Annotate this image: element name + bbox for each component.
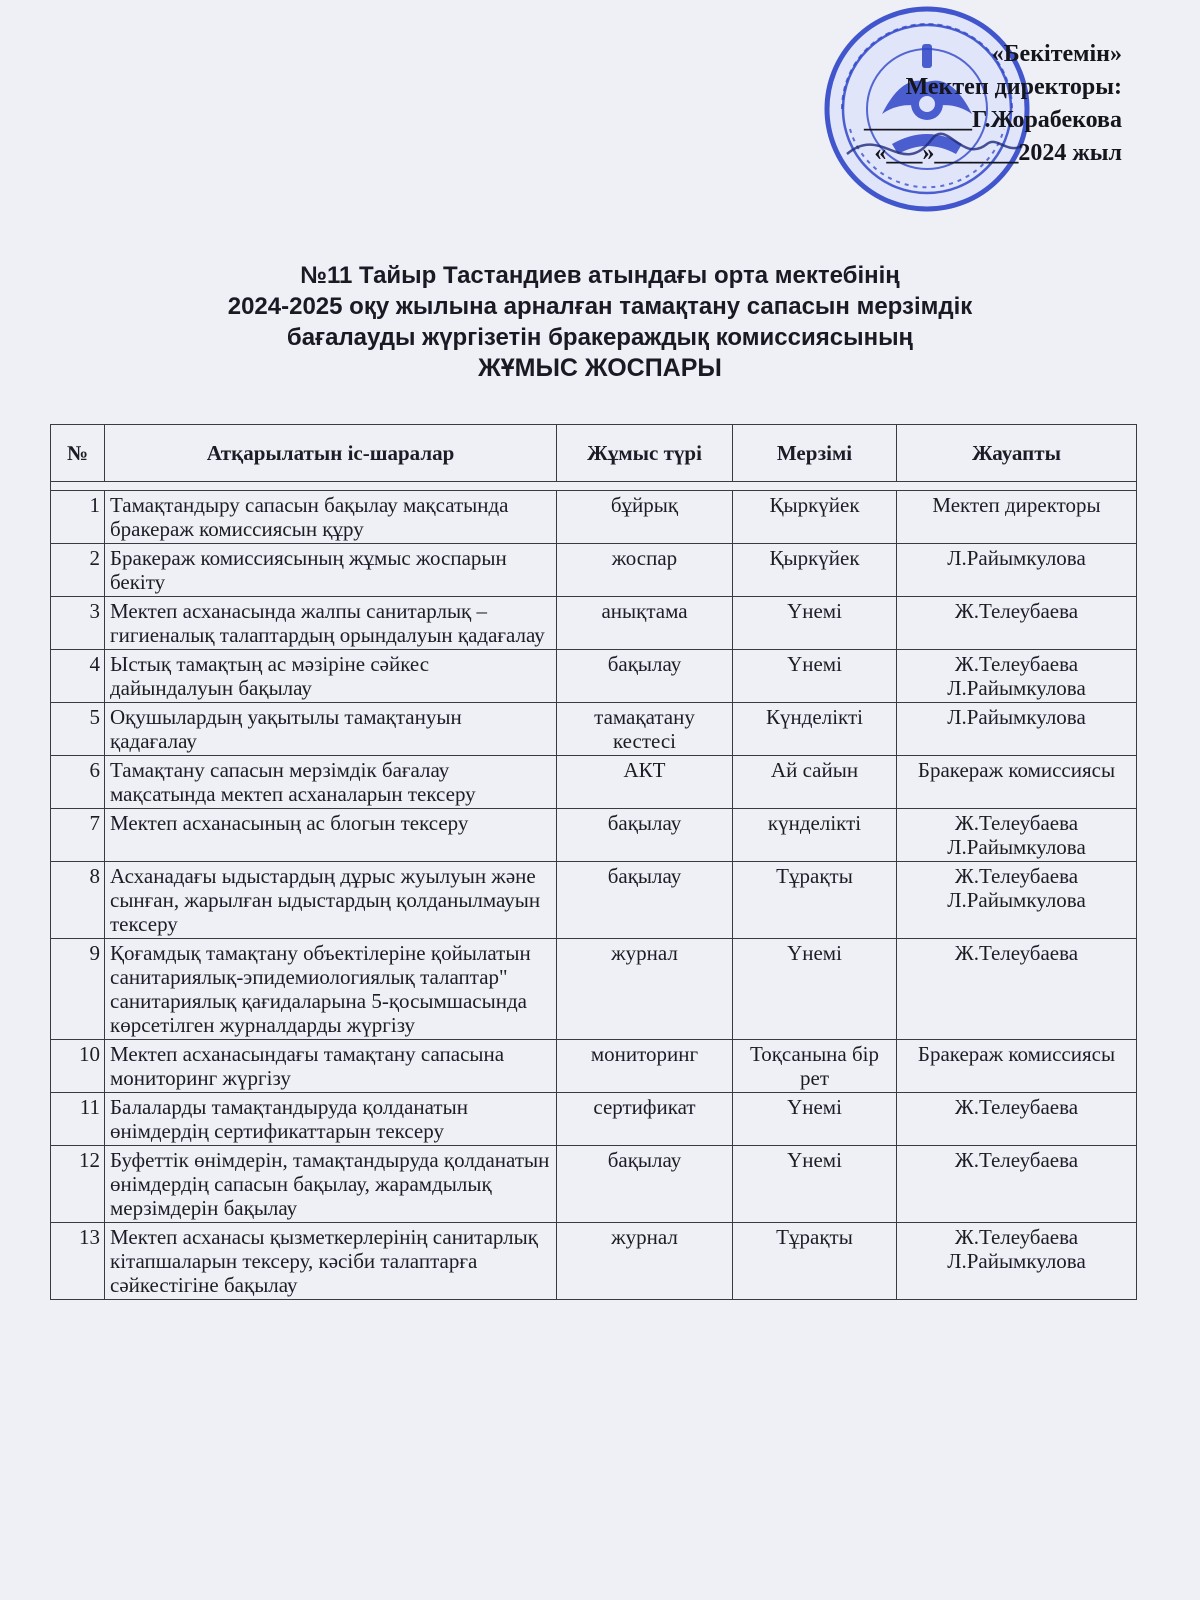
table-row [51, 1093, 1137, 1146]
row-num: 5 [51, 703, 105, 756]
responsible-2: Л.Райымкулова [947, 1249, 1086, 1273]
row-type: анықтама [557, 597, 733, 650]
row-activity: Буфеттік өнімдерін, тамақтандыруда қолданатын өнімдердің сапасын бақылау, жарамдылық мерзімдерін бақылау [105, 1146, 557, 1223]
row-responsible [897, 939, 1137, 1040]
row-activity: Мектеп асханасының ас блогын тексеру [105, 809, 557, 862]
responsible-2: Л.Райымкулова [947, 835, 1086, 859]
table-row [51, 491, 1137, 544]
responsible-2: Л.Райымкулова [947, 888, 1086, 912]
row-activity: Тамақтану сапасын мерзімдік бағалау мақсатында мектеп асханаларын тексеру [105, 756, 557, 809]
row-activity: Асханадағы ыдыстардың дұрыс жуылуын және сынған, жарылған ыдыстардың қолданылмауын тексеру [105, 862, 557, 939]
row-type: бақылау [557, 650, 733, 703]
row-num: 11 [51, 1093, 105, 1146]
row-num: 8 [51, 862, 105, 939]
table-row [51, 650, 1137, 703]
row-num: 1 [51, 491, 105, 544]
responsible-1: Ж.Телеубаева [954, 599, 1079, 623]
table-header-row [51, 425, 1137, 482]
row-activity: Қоғамдық тамақтану объектілеріне қойылатын санитариялық-эпидемиологиялық талаптар" санитариялық қағидаларына 5-қосымшасында көрсетілген журналдарды жүргізу [105, 939, 557, 1040]
row-responsible [897, 491, 1137, 544]
table-row [51, 597, 1137, 650]
row-type: бақылау [557, 862, 733, 939]
row-type: бақылау [557, 809, 733, 862]
header-activity: Атқарылатын іс-шаралар [105, 425, 557, 482]
table-row [51, 756, 1137, 809]
responsible-1: Л.Райымкулова [947, 705, 1086, 729]
title-line-2: 2024-2025 оқу жылына арналған тамақтану сапасын мерзімдік [227, 293, 973, 320]
row-num: 3 [51, 597, 105, 650]
table-row [51, 544, 1137, 597]
row-responsible [897, 1223, 1137, 1300]
responsible-2: Л.Райымкулова [947, 676, 1086, 700]
row-responsible [897, 1040, 1137, 1093]
row-term: Үнемі [733, 1146, 897, 1223]
row-term: Үнемі [733, 650, 897, 703]
header-num: № [51, 425, 105, 482]
document-title [170, 260, 1030, 384]
table-row [51, 939, 1137, 1040]
row-term: Қыркүйек [733, 544, 897, 597]
row-num: 10 [51, 1040, 105, 1093]
table-row [51, 1040, 1137, 1093]
row-activity: Мектеп асханасы қызметкерлерінің санитарлық кітапшаларын тексеру, кәсіби талаптарға сәйкестігіне бақылау [105, 1223, 557, 1300]
row-num: 4 [51, 650, 105, 703]
row-term: Қыркүйек [733, 491, 897, 544]
approval-line-date: «___»_______2024 жыл [874, 140, 1122, 166]
responsible-1: Ж.Телеубаева [954, 864, 1079, 888]
row-term: Тұрақты [733, 1223, 897, 1300]
row-activity: Ыстық тамақтың ас мәзіріне сәйкес дайындалуын бақылау [105, 650, 557, 703]
row-type: тамақатану кестесі [557, 703, 733, 756]
row-type: мониторинг [557, 1040, 733, 1093]
row-activity: Мектеп асханасындағы тамақтану сапасына мониторинг жүргізу [105, 1040, 557, 1093]
row-num: 7 [51, 809, 105, 862]
row-responsible [897, 703, 1137, 756]
row-term: Үнемі [733, 939, 897, 1040]
work-plan-table [50, 424, 1137, 1300]
responsible-1: Ж.Телеубаева [954, 652, 1079, 676]
row-responsible [897, 1146, 1137, 1223]
header-responsible: Жауапты [897, 425, 1137, 482]
row-type: сертификат [557, 1093, 733, 1146]
row-responsible [897, 756, 1137, 809]
row-responsible [897, 809, 1137, 862]
row-term: Ай сайын [733, 756, 897, 809]
responsible-1: Ж.Телеубаева [954, 941, 1079, 965]
table-row [51, 1146, 1137, 1223]
approval-line-signature: _________Г.Жорабекова [863, 107, 1122, 133]
title-line-3: бағалауды жүргізетін бракераждық комиссиясының [286, 324, 914, 351]
row-activity: Балаларды тамақтандыруда қолданатын өнімдердің сертификаттарын тексеру [105, 1093, 557, 1146]
row-num: 13 [51, 1223, 105, 1300]
row-activity: Тамақтандыру сапасын бақылау мақсатында бракераж комиссиясын құру [105, 491, 557, 544]
header-type: Жұмыс түрі [557, 425, 733, 482]
row-term: Күнделікті [733, 703, 897, 756]
row-type: бұйрық [557, 491, 733, 544]
approval-line-director: Мектеп директоры: [905, 74, 1122, 100]
row-term: Тоқсанына бір рет [733, 1040, 897, 1093]
row-term: Үнемі [733, 597, 897, 650]
table-row [51, 1223, 1137, 1300]
responsible-1: Ж.Телеубаева [954, 1095, 1079, 1119]
responsible-1: Мектеп директоры [932, 493, 1101, 517]
responsible-1: Ж.Телеубаева [954, 1148, 1079, 1172]
row-num: 9 [51, 939, 105, 1040]
responsible-1: Ж.Телеубаева [954, 1225, 1079, 1249]
row-activity: Оқушылардың уақытылы тамақтануын қадағалау [105, 703, 557, 756]
row-type: журнал [557, 939, 733, 1040]
row-activity: Мектеп асханасында жалпы санитарлық – гигиеналық талаптардың орындалуын қадағалау [105, 597, 557, 650]
row-activity: Бракераж комиссиясының жұмыс жоспарын бекіту [105, 544, 557, 597]
row-responsible [897, 650, 1137, 703]
row-type: АКТ [557, 756, 733, 809]
table-row [51, 862, 1137, 939]
row-term: Үнемі [733, 1093, 897, 1146]
row-type: бақылау [557, 1146, 733, 1223]
responsible-1: Ж.Телеубаева [954, 811, 1079, 835]
row-num: 12 [51, 1146, 105, 1223]
table-row [51, 703, 1137, 756]
title-line-1: №11 Тайыр Тастандиев атындағы орта мектебінің [300, 262, 900, 289]
row-term: Тұрақты [733, 862, 897, 939]
row-responsible [897, 862, 1137, 939]
header-term: Мерзімі [733, 425, 897, 482]
row-term: күнделікті [733, 809, 897, 862]
approval-block [762, 38, 1122, 170]
table-row [51, 809, 1137, 862]
row-num: 2 [51, 544, 105, 597]
title-line-4: ЖҰМЫС ЖОСПАРЫ [478, 354, 722, 382]
row-responsible [897, 544, 1137, 597]
row-type: жоспар [557, 544, 733, 597]
responsible-1: Л.Райымкулова [947, 546, 1086, 570]
responsible-1: Бракераж комиссиясы [917, 1042, 1116, 1066]
row-responsible [897, 1093, 1137, 1146]
approval-line-approve: «Бекітемін» [991, 41, 1122, 67]
row-responsible [897, 597, 1137, 650]
row-type: журнал [557, 1223, 733, 1300]
row-num: 6 [51, 756, 105, 809]
responsible-1: Бракераж комиссиясы [917, 758, 1116, 782]
